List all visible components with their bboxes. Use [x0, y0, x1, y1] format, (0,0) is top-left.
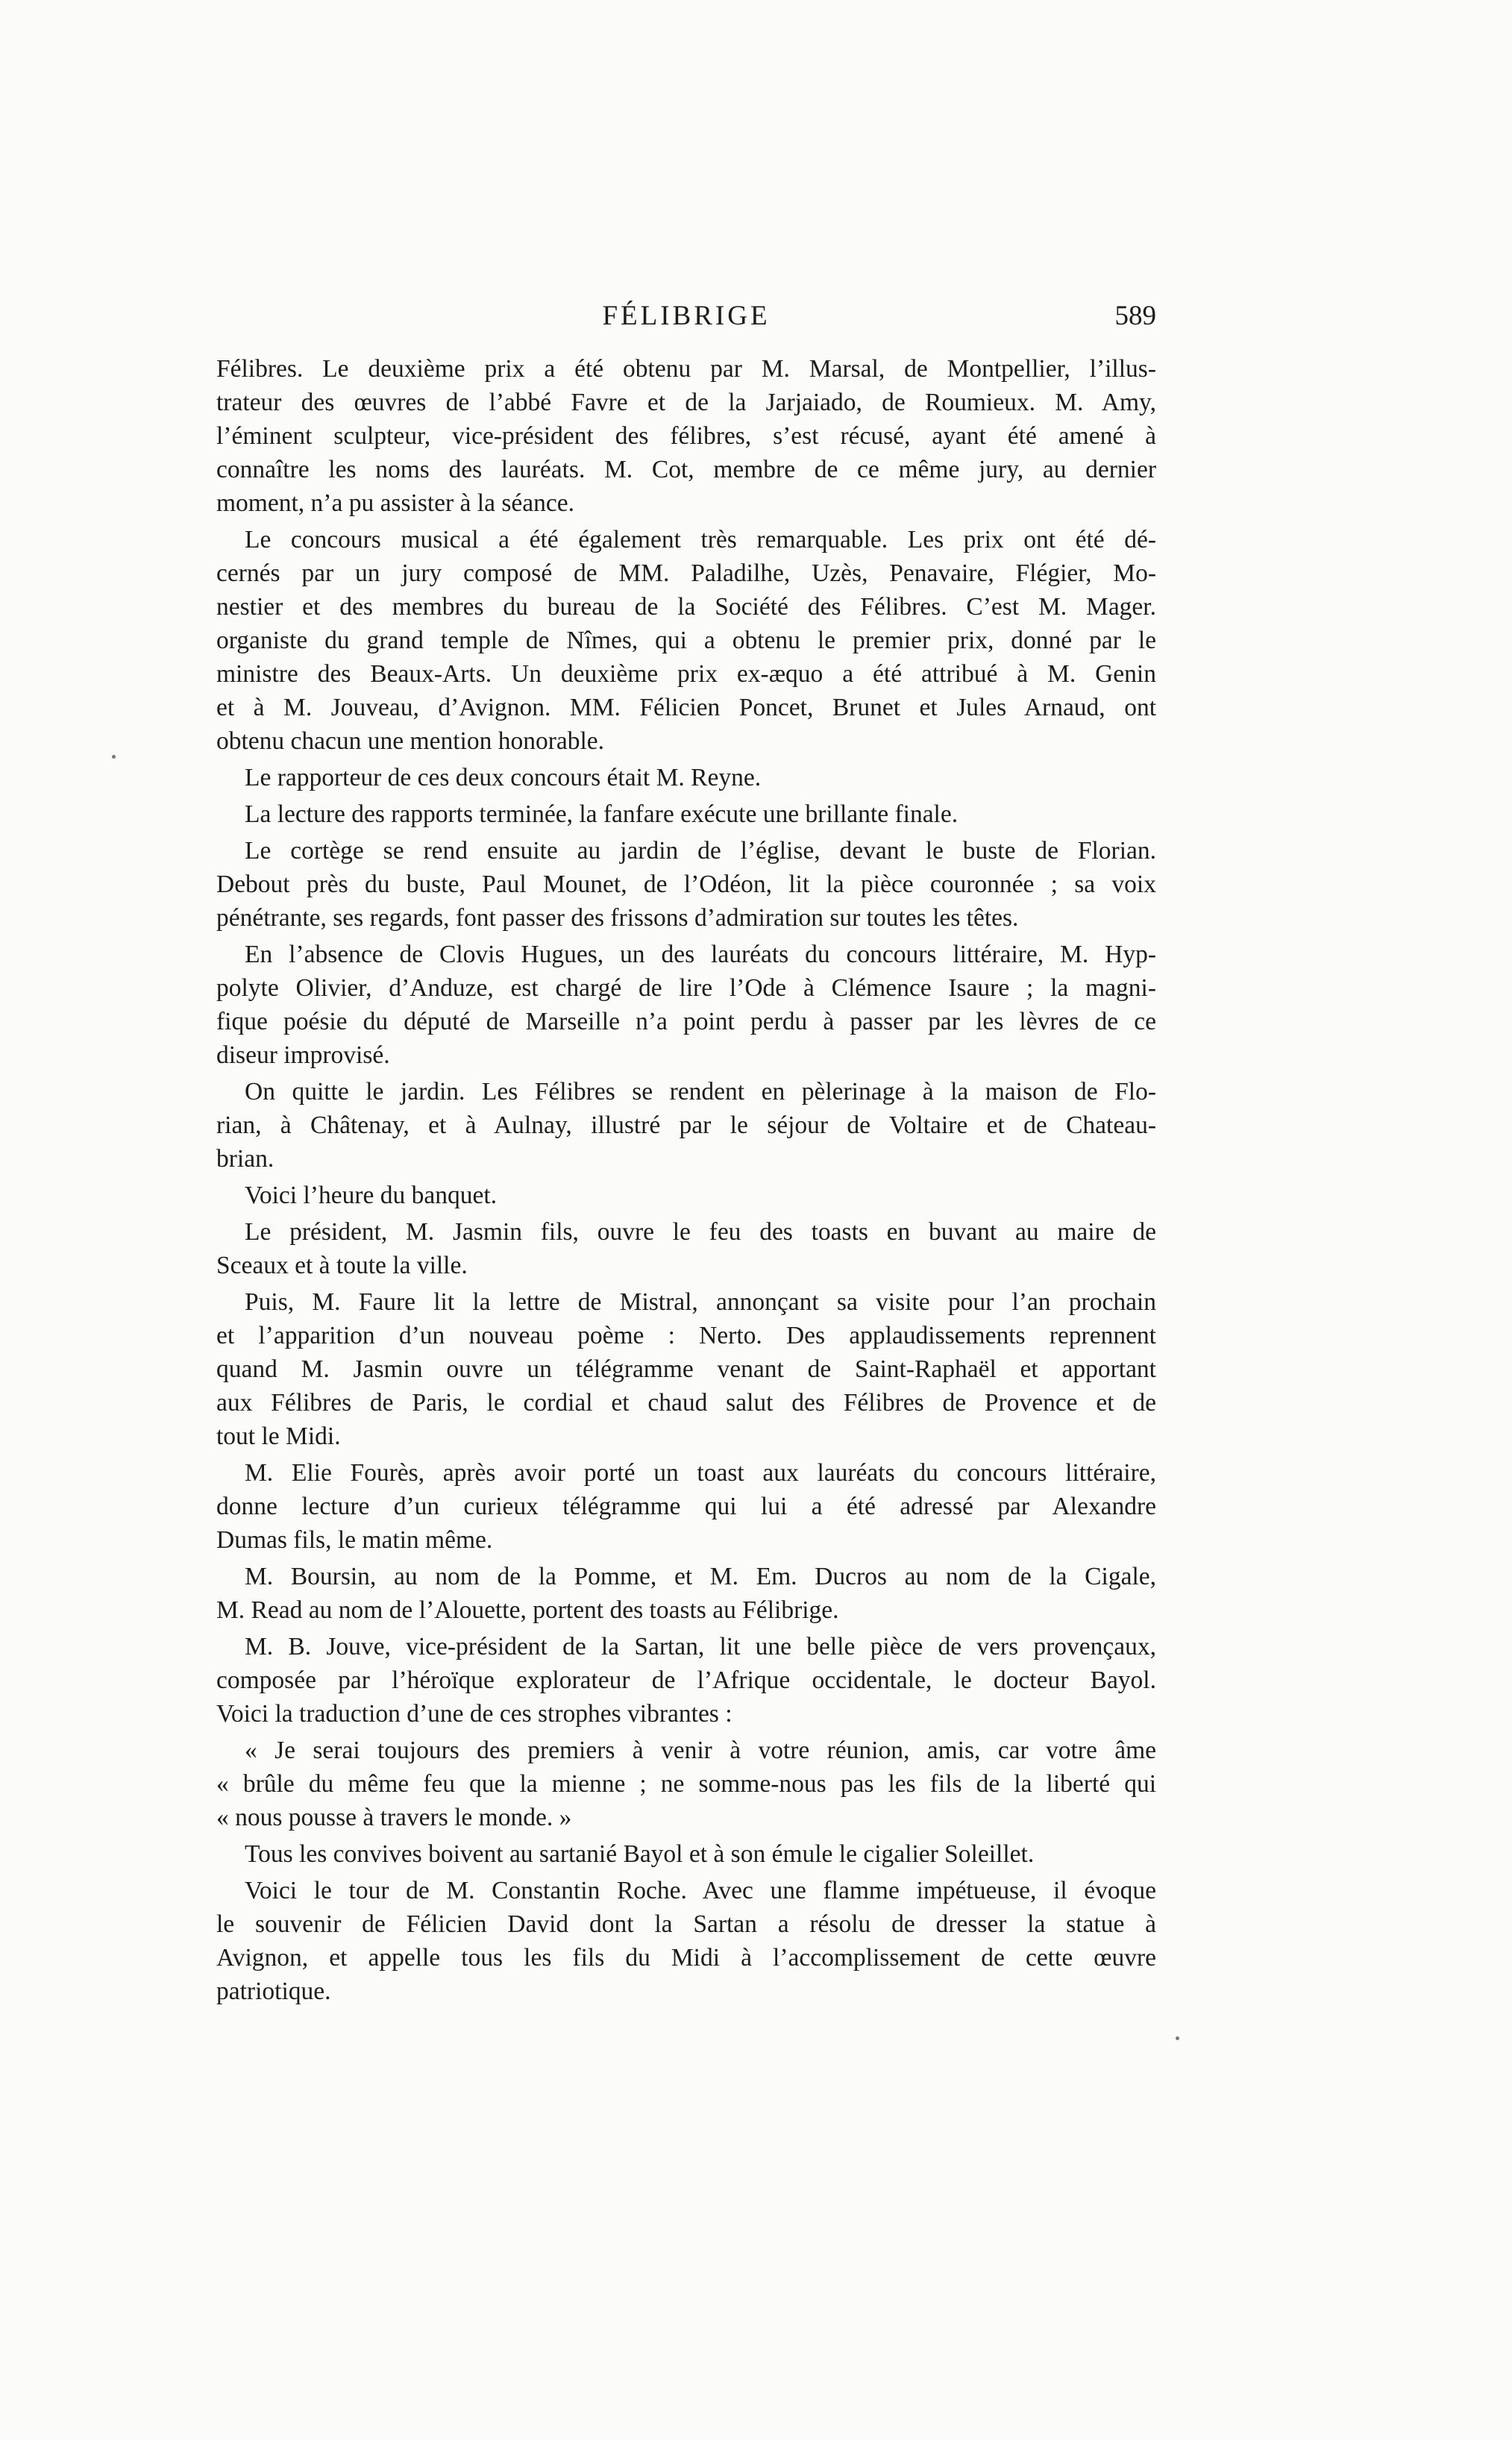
- text-line: obtenu chacun une mention honorable.: [216, 727, 605, 755]
- paragraph: [216, 1285, 1156, 1453]
- running-header: [216, 300, 1156, 337]
- text-line: Le cortège se rend ensuite au jardin de l’église, devant le buste de Florian.: [245, 837, 1156, 865]
- body-text: [216, 352, 1156, 2008]
- text-line: organiste du grand temple de Nîmes, qui a obtenu le premier prix, donné par le: [216, 627, 1156, 654]
- text-line: quand M. Jasmin ouvre un télégramme venant de Saint-Raphaël et apportant: [216, 1355, 1156, 1383]
- text-line: pénétrante, ses regards, font passer des frissons d’admiration sur toutes les têtes.: [216, 904, 1019, 932]
- text-line: Le rapporteur de ces deux concours était M. Reyne.: [245, 764, 762, 791]
- paragraph: [216, 1734, 1156, 1834]
- text-line: Voici la traduction d’une de ces strophes vibrantes :: [216, 1700, 733, 1728]
- text-line: M. Elie Fourès, après avoir porté un toast aux lauréats du concours littéraire,: [245, 1459, 1156, 1487]
- text-line: Puis, M. Faure lit la lettre de Mistral, annonçant sa visite pour l’an prochain: [245, 1288, 1156, 1316]
- text-line: Le concours musical a été également très remarquable. Les prix ont été dé-: [245, 526, 1156, 553]
- text-line: et l’apparition d’un nouveau poème : Nerto. Des applaudissements reprennent: [216, 1322, 1156, 1349]
- text-line: Tous les convives boivent au sartanié Bayol et à son émule le cigalier Soleillet.: [245, 1840, 1035, 1868]
- text-line: brian.: [216, 1145, 275, 1173]
- text-line: Sceaux et à toute la ville.: [216, 1252, 468, 1279]
- text-line: nestier et des membres du bureau de la Société des Félibres. C’est M. Mager.: [216, 593, 1156, 621]
- text-line: ministre des Beaux-Arts. Un deuxième prix ex-æquo a été attribué à M. Genin: [216, 660, 1156, 688]
- paragraph: [216, 1874, 1156, 2008]
- paragraph: [216, 1630, 1156, 1731]
- text-line: Voici le tour de M. Constantin Roche. Avec une flamme impétueuse, il évoque: [245, 1877, 1156, 1904]
- text-line: patriotique.: [216, 1978, 331, 2005]
- text-line: tout le Midi.: [216, 1423, 341, 1450]
- paragraph: [216, 834, 1156, 935]
- text-line: La lecture des rapports terminée, la fanfare exécute une brillante finale.: [245, 800, 959, 828]
- paragraph: [216, 1837, 1156, 1871]
- text-line: Avignon, et appelle tous les fils du Midi à l’accomplissement de cette œuvre: [216, 1944, 1156, 1972]
- paragraph: [216, 761, 1156, 794]
- running-title: FÉLIBRIGE: [602, 301, 771, 331]
- paragraph: [216, 1456, 1156, 1557]
- text-line: composée par l’héroïque explorateur de l’Afrique occidentale, le docteur Bayol.: [216, 1666, 1156, 1694]
- text-line: « nous pousse à travers le monde. »: [216, 1804, 572, 1831]
- text-line: cernés par un jury composé de MM. Paladilhe, Uzès, Penavaire, Flégier, Mo-: [216, 559, 1156, 587]
- text-line: et à M. Jouveau, d’Avignon. MM. Félicien Poncet, Brunet et Jules Arnaud, ont: [216, 694, 1156, 721]
- text-line: polyte Olivier, d’Anduze, est chargé de lire l’Ode à Clémence Isaure ; la magni-: [216, 974, 1156, 1002]
- paragraph: [216, 1075, 1156, 1176]
- speck-mark: [1176, 2036, 1179, 2040]
- paragraph: [216, 1179, 1156, 1212]
- text-line: En l’absence de Clovis Hugues, un des lauréats du concours littéraire, M. Hyp-: [245, 941, 1156, 968]
- text-line: Dumas fils, le matin même.: [216, 1526, 493, 1554]
- text-line: « Je serai toujours des premiers à venir à votre réunion, amis, car votre âme: [245, 1737, 1156, 1764]
- paragraph: [216, 1215, 1156, 1282]
- speck-mark: [112, 755, 116, 759]
- text-line: « brûle du même feu que la mienne ; ne somme-nous pas les fils de la liberté qui: [216, 1770, 1156, 1798]
- text-line: l’éminent sculpteur, vice-président des félibres, s’est récusé, ayant été amené à: [216, 422, 1156, 450]
- text-line: M. B. Jouve, vice-président de la Sartan, lit une belle pièce de vers provençaux,: [245, 1633, 1156, 1660]
- text-line: On quitte le jardin. Les Félibres se rendent en pèlerinage à la maison de Flo-: [245, 1078, 1156, 1105]
- text-line: fique poésie du député de Marseille n’a point perdu à passer par les lèvres de ce: [216, 1008, 1156, 1035]
- text-line: Félibres. Le deuxième prix a été obtenu par M. Marsal, de Montpellier, l’illus-: [216, 355, 1156, 383]
- text-line: aux Félibres de Paris, le cordial et chaud salut des Félibres de Provence et de: [216, 1389, 1156, 1417]
- text-line: le souvenir de Félicien David dont la Sartan a résolu de dresser la statue à: [216, 1910, 1156, 1938]
- text-line: M. Read au nom de l’Alouette, portent des toasts au Félibrige.: [216, 1596, 839, 1624]
- paragraph: [216, 797, 1156, 831]
- paragraph: [216, 1560, 1156, 1627]
- text-line: M. Boursin, au nom de la Pomme, et M. Em. Ducros au nom de la Cigale,: [245, 1563, 1156, 1590]
- text-line: connaître les noms des lauréats. M. Cot, membre de ce même jury, au dernier: [216, 456, 1156, 483]
- text-line: trateur des œuvres de l’abbé Favre et de la Jarjaiado, de Roumieux. M. Amy,: [216, 389, 1156, 416]
- page-number: 589: [1114, 301, 1156, 331]
- text-line: rian, à Châtenay, et à Aulnay, illustré par le séjour de Voltaire et de Chateau-: [216, 1111, 1156, 1139]
- text-line: Voici l’heure du banquet.: [245, 1182, 498, 1209]
- text-line: donne lecture d’un curieux télégramme qui lui a été adressé par Alexandre: [216, 1493, 1156, 1520]
- paragraph: [216, 938, 1156, 1072]
- paragraph: [216, 352, 1156, 520]
- paragraph: [216, 523, 1156, 758]
- text-line: Debout près du buste, Paul Mounet, de l’Odéon, lit la pièce couronnée ; sa voix: [216, 871, 1156, 898]
- text-line: diseur improvisé.: [216, 1041, 390, 1069]
- text-line: moment, n’a pu assister à la séance.: [216, 489, 574, 517]
- text-line: Le président, M. Jasmin fils, ouvre le feu des toasts en buvant au maire de: [245, 1218, 1156, 1246]
